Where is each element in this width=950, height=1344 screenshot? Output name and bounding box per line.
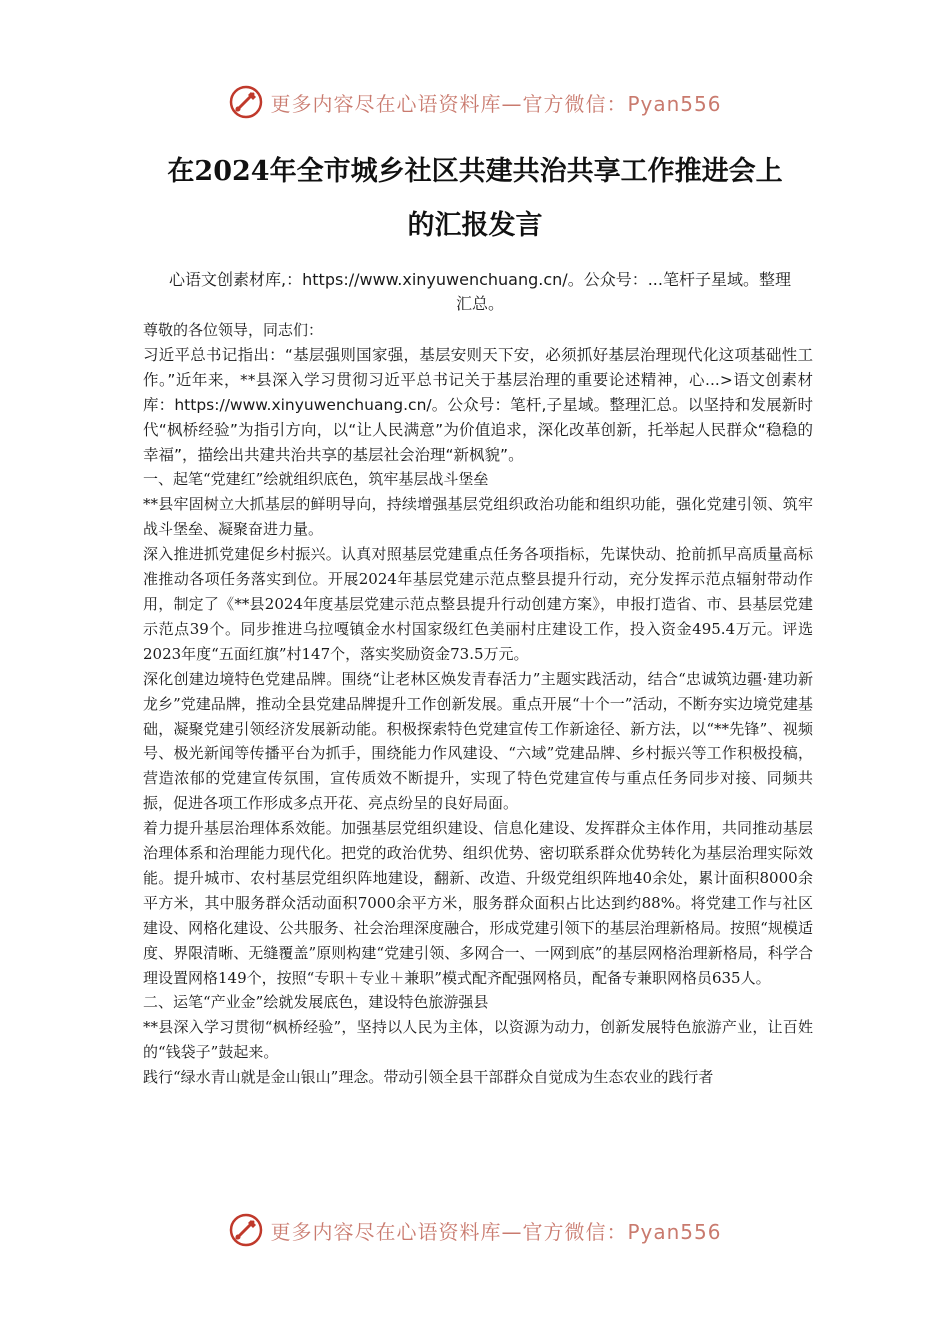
- intro-paragraph: 习近平总书记指出：“基层强则国家强，基层安则天下安，必须抓好基层治理现代化这项基础性工作。”近年来，**县深入学习贯彻习近平总书记关于基层治理的重要论述精神，心...>语文创素材库：https://www.xinyuwenchuang.cn/。公众号：笔杆,子星域。整理汇总。以坚持和发展新时代“枫桥经验”为指引方向，以“让人民满意”为价值追求，深化改革创新，托举起人民群众“稳稳的幸福”，描绘出共建共治共享的基层社会治理“新枫貌”。: [143, 345, 813, 464]
- footer-banner: [0, 1208, 950, 1252]
- section-heading-1: 一、起笔“党建红”绘就组织底色，筑牢基层战斗堡垒: [143, 470, 489, 489]
- title-line-1: 在2024年全市城乡社区共建共治共享工作推进会上: [167, 156, 783, 187]
- source-line-1: 心语文创素材库,：https://www.xinyuwenchuang.cn/。公众号：...笔杆子星域。整理: [169, 270, 791, 289]
- salutation: 尊敬的各位领导，同志们：: [143, 321, 324, 339]
- paragraph: 践行“绿水青山就是金山银山”理念。带动引领全县干部群众自觉成为生态农业的践行者: [143, 1068, 714, 1087]
- paragraph: 深入推进抓党建促乡村振兴。认真对照基层党建重点任务各项指标，先谋快动、抢前抓早高质量高标准推动各项任务落实到位。开展2024年基层党建示范点整县提升行动，充分发挥示范点辐射带动作用，制定了《**县2024年度基层党建示范点整县提升行动创建方案》，申报打造省、市、县基层党建示范点39个。同步推进乌拉嘎镇金水村国家级红色美丽村庄建设工作，投入资金495.4万元。评选2023年度“五面红旗”村147个，落实奖励资金73.5万元。: [143, 545, 813, 663]
- source-line-2: 汇总。: [455, 294, 504, 313]
- paragraph: 着力提升基层治理体系效能。加强基层党组织建设、信息化建设、发挥群众主体作用，共同推动基层治理体系和治理能力现代化。把党的政治优势、组织优势、密切联系群众优势转化为基层治理实际效能。提升城市、农村基层党组织阵地建设，翻新、改造、升级党组织阵地40余处，累计面积8000余平方米，其中服务群众活动面积7000余平方米，服务群众面积占比达到约88%。将党建工作与社区建设、网格化建设、公共服务、社会治理深度融合，形成党建引领下的基层治理新格局。按照“规模适度、界限清晰、无缝覆盖”原则构建“党建引领、多网合一、一网到底”的基层网格治理新格局，科学合理设置网格149个，按照“专职＋专业＋兼职”模式配齐配强网格员，配备专兼职网格员635人。: [143, 819, 813, 987]
- header-banner: [0, 80, 950, 124]
- brush-logo-icon: [228, 1212, 264, 1248]
- source-note: [140, 268, 820, 316]
- document-body: [143, 318, 813, 1090]
- title-line-2: 的汇报发言: [407, 210, 543, 241]
- document-title: [120, 145, 830, 253]
- section-heading-2: 二、运笔“产业金”绘就发展底色，建设特色旅游强县: [143, 993, 489, 1012]
- paragraph: **县深入学习贯彻“枫桥经验”，坚持以人民为主体，以资源为动力，创新发展特色旅游产业，让百姓的“钱袋子”鼓起来。: [143, 1018, 813, 1062]
- header-banner-text: 更多内容尽在心语资料库—官方微信：Pyan556: [270, 91, 722, 116]
- paragraph: **县牢固树立大抓基层的鲜明导向，持续增强基层党组织政治功能和组织功能，强化党建引领、筑牢战斗堡垒、凝聚奋进力量。: [143, 495, 813, 539]
- footer-banner-text: 更多内容尽在心语资料库—官方微信：Pyan556: [270, 1219, 722, 1244]
- paragraph: 深化创建边境特色党建品牌。围绕“让老林区焕发青春活力”主题实践活动，结合“忠诚筑边疆·建功新龙乡”党建品牌，推动全县党建品牌提升工作创新发展。重点开展“十个一”活动，不断夯实边境党建基础，凝聚党建引领经济发展新动能。积极探索特色党建宣传工作新途径、新方法，以“**先锋”、视频号、极光新闻等传播平台为抓手，围绕能力作风建设、“六域”党建品牌、乡村振兴等工作积极投稿，营造浓郁的党建宣传氛围，宣传质效不断提升，实现了特色党建宣传与重点任务同步对接、同频共振，促进各项工作形成多点开花、亮点纷呈的良好局面。: [143, 669, 813, 813]
- brush-logo-icon: [228, 84, 264, 120]
